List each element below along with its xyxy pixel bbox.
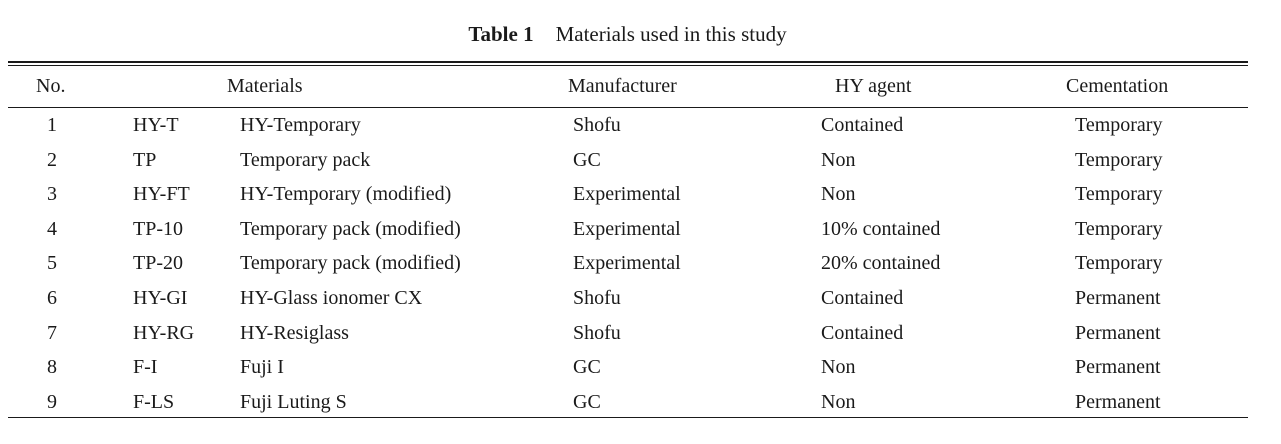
row-abbreviation: HY-GI (133, 287, 188, 309)
row-cementation: Temporary (1075, 148, 1163, 171)
table-row (0, 352, 1281, 386)
table-row (0, 283, 1281, 317)
header-materials: Materials (227, 75, 303, 97)
row-abbreviation: HY-FT (133, 183, 190, 206)
table-row (0, 248, 1281, 282)
row-hy-agent: 20% contained (821, 252, 941, 275)
row-number: 9 (47, 390, 57, 413)
row-material-name: Temporary pack (modified) (240, 252, 461, 275)
row-abbreviation: TP (133, 148, 157, 171)
table-caption-label: Table 1 (468, 22, 534, 46)
table-caption (0, 20, 1255, 48)
row-number: 3 (47, 183, 57, 206)
row-material-name: Fuji I (240, 356, 284, 379)
header-rule (8, 107, 1248, 108)
row-abbreviation: HY-T (133, 114, 179, 136)
row-number: 2 (47, 148, 57, 171)
row-manufacturer: Experimental (573, 217, 681, 240)
row-hy-agent: Contained (821, 321, 904, 344)
header-manufacturer: Manufacturer (568, 75, 677, 97)
header-hy-agent: HY agent (835, 75, 912, 97)
table-row (0, 318, 1281, 352)
table-row (0, 145, 1281, 179)
row-cementation: Permanent (1075, 321, 1161, 344)
row-abbreviation: HY-RG (133, 321, 195, 344)
table-row (0, 214, 1281, 248)
row-number: 7 (47, 321, 57, 344)
row-hy-agent: Non (821, 148, 856, 171)
row-abbreviation: TP-20 (133, 252, 183, 275)
row-number: 4 (47, 217, 57, 240)
row-material-name: Temporary pack (240, 148, 371, 171)
table-row (0, 110, 1281, 144)
row-hy-agent: Non (821, 183, 856, 206)
row-material-name: HY-Temporary (240, 114, 361, 136)
row-manufacturer: Experimental (573, 252, 681, 275)
row-hy-agent: Contained (821, 287, 904, 309)
row-cementation: Temporary (1075, 217, 1163, 240)
header-cementation: Cementation (1066, 75, 1169, 97)
row-number: 6 (47, 287, 57, 309)
row-cementation: Permanent (1075, 356, 1161, 379)
table-caption-title: Materials used in this study (555, 22, 787, 46)
row-manufacturer: GC (573, 390, 601, 413)
row-manufacturer: Shofu (573, 287, 621, 309)
row-material-name: HY-Resiglass (240, 321, 349, 344)
row-abbreviation: F-I (133, 356, 158, 379)
row-number: 5 (47, 252, 57, 275)
row-cementation: Permanent (1075, 287, 1161, 309)
header-no: No. (36, 75, 66, 97)
row-cementation: Temporary (1075, 114, 1163, 136)
row-cementation: Temporary (1075, 183, 1163, 206)
row-material-name: Temporary pack (modified) (240, 217, 461, 240)
top-rule-thick (8, 61, 1248, 63)
row-hy-agent: Non (821, 356, 856, 379)
row-manufacturer: Experimental (573, 183, 681, 206)
row-manufacturer: Shofu (573, 114, 621, 136)
row-hy-agent: Contained (821, 114, 904, 136)
top-rule-thin (8, 65, 1248, 66)
row-abbreviation: TP-10 (133, 217, 183, 240)
table-row (0, 179, 1281, 213)
row-cementation: Permanent (1075, 390, 1161, 413)
row-material-name: HY-Glass ionomer CX (240, 287, 423, 309)
row-abbreviation: F-LS (133, 390, 175, 413)
row-hy-agent: Non (821, 390, 856, 413)
row-manufacturer: GC (573, 356, 601, 379)
table-row (0, 387, 1281, 421)
row-number: 1 (47, 114, 57, 136)
bottom-rule (8, 417, 1248, 418)
row-hy-agent: 10% contained (821, 217, 941, 240)
row-cementation: Temporary (1075, 252, 1163, 275)
row-number: 8 (47, 356, 57, 379)
row-manufacturer: Shofu (573, 321, 621, 344)
row-manufacturer: GC (573, 148, 601, 171)
row-material-name: Fuji Luting S (240, 390, 347, 413)
row-material-name: HY-Temporary (modified) (240, 183, 452, 206)
